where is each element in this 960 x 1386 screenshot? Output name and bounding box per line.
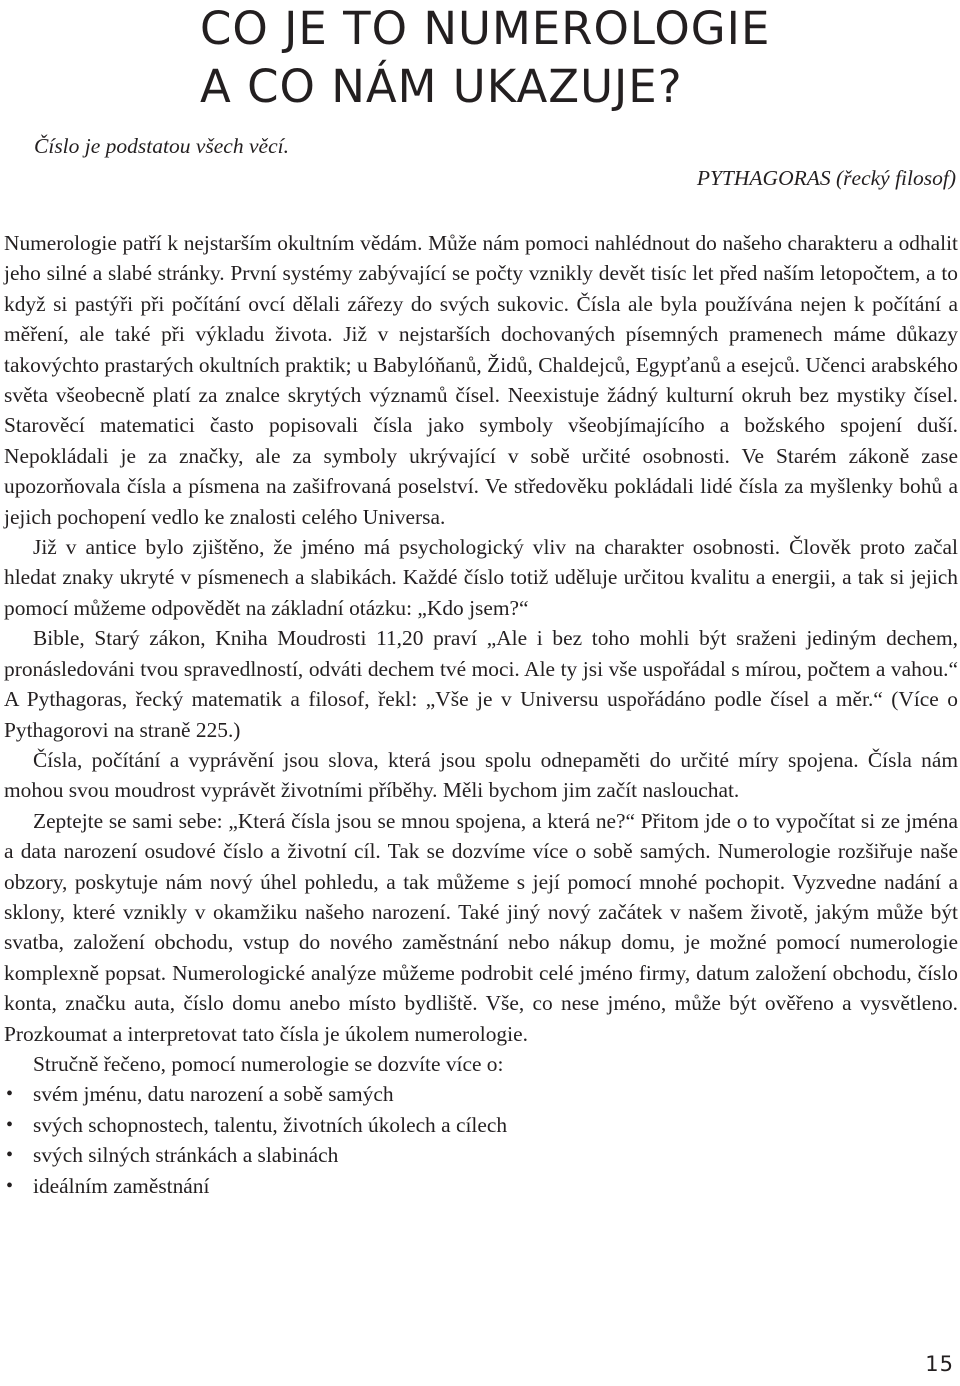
list-item-text: ideálním zaměstnání <box>33 1173 210 1198</box>
chapter-title-line-1: CO JE TO NUMEROLOGIE <box>200 2 771 55</box>
list-item-text: svých schopnostech, talentu, životních úkolech a cílech <box>33 1112 508 1137</box>
paragraph-stories: Čísla, počítání a vyprávění jsou slova, která jsou spolu odnepaměti do určité míry spojena. Čísla nám mohou svou moudrost vyprávět životními příběhy. Měli bychom jim začít naslouchat. <box>4 747 958 803</box>
bullet-icon: • <box>6 1174 14 1197</box>
page-number: 15 <box>925 1352 954 1376</box>
paragraph-intro: Numerologie patří k nejstarším okultním vědám. Může nám pomoci nahlédnout do našeho charakteru a odhalit jeho silné a slabé stránky. První systémy zabývající se počty vznikly devět tisíc let před naším letopočtem, a to když si pastýři při počítání ovcí dělali zářezy do svých sukovic. Čísla ale byla používána nejen k počítání a měření, ale také při výkladu života. Již v nejstarších dochovaných písemných pramenech máme důkazy takovýchto prastarých okultních praktik; u Babylóňanů, Židů, Chaldejců, Egypťanů a esejců. Učenci arabského světa všeobecně platí za znalce skrytých významů čísel. Neexistuje žádný kulturní okruh bez mystiky čísel. Starověcí matematici často popisovali čísla jako symboly všeobjímajícího a božského spojení duší. Nepokládali je za značky, ale za symboly ukrývající v sobě určité osobnosti. Ve Starém zákoně zase upozorňovala čísla a písmena na zašifrovaná poselství. Ve středověku pokládali lidé čísla za myšlenky bohů a jejich pochopení vedlo ke znalosti celého Universa. <box>4 231 958 529</box>
paragraph-summary: Stručně řečeno, pomocí numerologie se dozvíte více o: <box>33 1051 504 1076</box>
paragraph-questions: Zeptejte se sami sebe: „Která čísla jsou se mnou spojena, a která ne?“ Přitom jde o to vypočítat si ze jména a data narození osudové číslo a životní cíl. Tak se dozvíme více o sobě samých. Numerologie rozšiřuje naše obzory, poskytuje nám nový úhel pohledu, a tak můžeme s její pomocí mnohé pochopit. Vyzvedne nadání a sklony, které vznikly v okamžiku našeho narození. Také jiný nový začátek v našem životě, jakým může být svatba, založení obchodu, vstup do nového zaměstnání nebo nákup domu, je možné pomocí numerologie komplexně popsat. Numerologické analýze můžeme podrobit celé jméno firmy, datum založení obchodu, číslo konta, značku auta, číslo domu anebo místo bydliště. Vše, co nese jméno, může být ověřeno a vysvětleno. Prozkoumat a interpretovat tato čísla je úkolem numerologie. <box>4 808 958 1046</box>
paragraph-bible: Bible, Starý zákon, Kniha Moudrosti 11,20 praví „Ale i bez toho mohli být sraženi jediným dechem, pronásledováni tvou spravedlností, odváti dechem tvé moci. Ale ty jsi vše uspořádal s mírou, počtem a vahou.“ A Pythagoras, řecký matematik a filosof, řekl: „Vše je v Universu uspořádáno podle čísel a měr.“ (Více o Pythagorovi na straně 225.) <box>4 626 958 742</box>
list-item <box>4 1140 958 1170</box>
body-text <box>4 228 958 1201</box>
list-item-text: svém jménu, datu narození a sobě samých <box>33 1082 394 1107</box>
chapter-title <box>200 0 770 116</box>
bullet-list <box>4 1079 958 1201</box>
bullet-icon: • <box>6 1083 14 1106</box>
list-item <box>4 1171 958 1201</box>
paragraph-antiquity: Již v antice bylo zjištěno, že jméno má psychologický vliv na charakter osobnosti. Člověk proto začal hledat znaky ukryté v písmenech a slabikách. Každé číslo totiž uděluje určitou kvalitu a energii, a tak si jejich pomocí můžeme odpovědět na základní otázku: „Kdo jsem?“ <box>4 535 958 620</box>
bullet-icon: • <box>6 1144 14 1167</box>
list-item <box>4 1079 958 1109</box>
epigraph-author: PYTHAGORAS (řecký filosof) <box>696 166 956 190</box>
bullet-icon: • <box>6 1113 14 1136</box>
list-item-text: svých silných stránkách a slabinách <box>33 1143 339 1168</box>
chapter-title-line-2: A CO NÁM UKAZUJE? <box>200 60 683 113</box>
list-item <box>4 1110 958 1140</box>
epigraph-quote: Číslo je podstatou všech věcí. <box>34 134 289 158</box>
